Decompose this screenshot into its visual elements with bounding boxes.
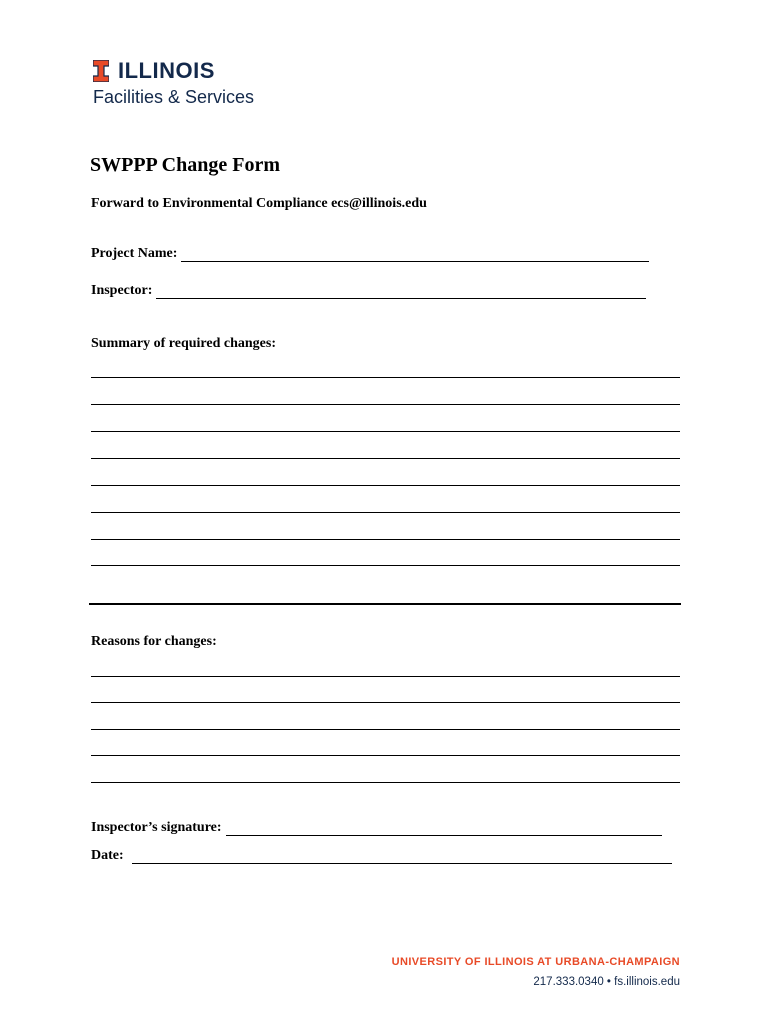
form-title: SWPPP Change Form (90, 154, 280, 176)
date-line[interactable] (132, 849, 672, 864)
reasons-label: Reasons for changes: (91, 634, 217, 649)
signature-line[interactable] (226, 821, 662, 836)
summary-line[interactable] (91, 565, 680, 566)
reasons-line[interactable] (91, 729, 680, 730)
logo-subtitle: Facilities & Services (93, 87, 255, 107)
date-field[interactable] (91, 848, 672, 864)
project-name-line[interactable] (181, 247, 649, 262)
reasons-line[interactable] (91, 676, 680, 677)
reasons-line[interactable] (91, 702, 680, 703)
signature-field[interactable] (91, 820, 662, 836)
summary-line[interactable] (91, 431, 680, 432)
summary-line[interactable] (91, 539, 680, 540)
project-name-label: Project Name: (91, 246, 178, 261)
summary-line[interactable] (91, 404, 680, 405)
illinois-logo (93, 58, 254, 108)
summary-line[interactable] (91, 458, 680, 459)
reasons-line[interactable] (91, 755, 680, 756)
footer-university: UNIVERSITY OF ILLINOIS AT URBANA-CHAMPAIGN (391, 956, 680, 968)
date-label: Date: (91, 848, 124, 863)
project-name-field[interactable] (91, 246, 649, 262)
section-divider (89, 603, 681, 605)
inspector-line[interactable] (156, 284, 646, 299)
summary-line[interactable] (91, 377, 680, 378)
inspector-label: Inspector: (91, 283, 153, 298)
signature-label: Inspector’s signature: (91, 820, 222, 835)
inspector-field[interactable] (91, 283, 646, 299)
reasons-line[interactable] (91, 782, 680, 783)
summary-line[interactable] (91, 512, 680, 513)
summary-line[interactable] (91, 485, 680, 486)
block-i-icon (93, 60, 109, 82)
logo-wordmark: ILLINOIS (118, 58, 215, 83)
summary-label: Summary of required changes: (91, 336, 276, 351)
footer-contact: 217.333.0340 • fs.illinois.edu (533, 976, 680, 988)
forward-instruction: Forward to Environmental Compliance ecs@illinois.edu (91, 196, 427, 211)
